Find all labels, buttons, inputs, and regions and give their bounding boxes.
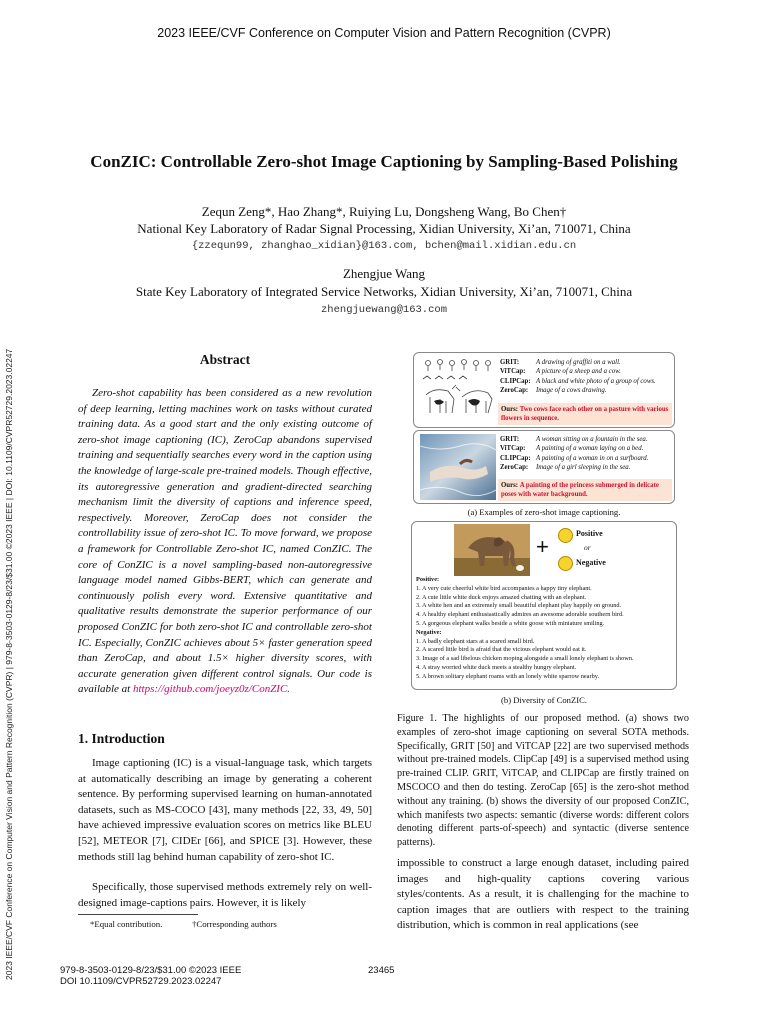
- introduction-heading: 1. Introduction: [78, 731, 165, 746]
- cows-drawing-image: [420, 357, 496, 423]
- list-item: 1. A badly elephant stars at a scared small bird.: [416, 637, 535, 645]
- affiliation-2: State Key Laboratory of Integrated Service Networks, Xidian University, Xi’an, 710071, China: [135, 284, 633, 299]
- email-2: zhengjuewang@163.com: [320, 304, 448, 316]
- affiliation-1: National Key Laboratory of Radar Signal Processing, Xidian University, Xi’an, 710071, China: [137, 221, 631, 236]
- diversity-list: [416, 576, 672, 682]
- example-2-captions: [500, 435, 672, 473]
- right-column-text: impossible to construct a large enough dataset, including paired images and high-quality captions covering various styles/contents. As a result, it is challenging for the machine to caption images that are outliers with respect to the training distribution, which is common in real applications (see: [397, 857, 689, 932]
- email-1: {zzequn99, zhanghao_xidian}@163.com, bchen@mail.xidian.edu.cn: [191, 240, 577, 252]
- positive-label: Positive: [576, 529, 603, 538]
- conference-header: 2023 IEEE/CVF Conference on Computer Vision and Pattern Recognition (CVPR): [157, 26, 611, 40]
- list-item: 2. A cute little white duck enjoys amazed chatting with an elephant.: [416, 593, 587, 601]
- list-item: 5. A gorgeous elephant walks beside a white goose with miniature smiling.: [416, 619, 605, 627]
- caption-row: ViTCap: A painting of a woman laying on a bed.: [500, 445, 644, 453]
- figure-caption: Figure 1. The highlights of our proposed method. (a) shows two examples of zero-shot image captioning on several SOTA methods. Specifically, GRIT [50] and ViTCAP [22] are two supervised methods without pre-trained models. ClipCap [49] is a supervised method using pre-trained CLIP. GRIT, ViTCAP, and CLIPCap are firstly trained on MSCOCO and then do testing. ZeroCap [65] is the zero-shot method without any training. (b) shows the diversity of our proposed ConZIC, which manifests two aspects: semantic (diverse words: different colors denoting different parts-of-speech) and syntactic (diverse sentence patterns).: [397, 713, 689, 849]
- caption-row: GRIT: A drawing of graffiti on a wall.: [500, 359, 621, 366]
- footnote-rule: [78, 914, 198, 915]
- list-item: 2. A scared little bird is afraid that the vicious elephant would eat it.: [416, 646, 587, 654]
- caption-row: GRIT: A woman sitting on a fountain in the sea.: [500, 436, 648, 443]
- positive-list-heading: Positive:: [416, 576, 440, 583]
- caption-row: ZeroCap: Image of a girl sleeping in the sea.: [500, 464, 631, 472]
- doi-sidebar: 2023 IEEE/CVF Conference on Computer Vision and Pattern Recognition (CVPR) | 979-8-3503-0129-8/23/$31.00 ©2023 IEEE | DOI: 10.1109/CVPR52729.2023.02247: [4, 348, 14, 980]
- doi-line: DOI 10.1109/CVPR52729.2023.02247: [60, 976, 222, 987]
- list-item: 5. A brown solitary elephant roams with an lonely white sparrow nearby.: [416, 672, 600, 680]
- subcaption-a: (a) Examples of zero-shot image captioning.: [467, 507, 621, 517]
- caption-row: CLIPCap: A black and white photo of a group of cows.: [500, 377, 656, 385]
- figure-diversity-box: [411, 521, 677, 690]
- intro-paragraph-1: Image captioning (IC) is a visual-language task, which targets at automatically describing an image by generating a coherent sentence. By performing supervised learning on human-annotated datasets, such as MS-COCO [43], many methods [22, 33, 49, 50] have achieved impressive evaluation scores on metrics like BLEU [52], METEOR [7], CIDEr [66], and SPICE [3]. However, these methods still lag behind human capability of zero-shot IC.: [78, 757, 372, 863]
- footnote-equal: *Equal contribution.: [90, 919, 163, 929]
- negative-label: Negative: [576, 558, 606, 567]
- elephant-bird-image: [454, 524, 530, 576]
- smile-emoji-icon: [558, 528, 573, 543]
- code-link[interactable]: https://github.com/joeyz0z/ConZIC.: [133, 683, 291, 696]
- caption-row: ViTCap: A picture of a sheep and a cow.: [500, 368, 621, 376]
- example-1-captions: [500, 358, 672, 396]
- negative-list-heading: Negative:: [416, 628, 442, 636]
- footnote-corresponding: †Corresponding authors: [192, 919, 277, 929]
- paper-title: ConZIC: Controllable Zero-shot Image Captioning by Sampling-Based Polishing: [90, 152, 678, 171]
- authors-line-1: Zequn Zeng*, Hao Zhang*, Ruiying Lu, Dongsheng Wang, Bo Chen†: [201, 204, 567, 219]
- caption-row: ZeroCap: Image of a cows drawing.: [500, 387, 607, 395]
- sad-emoji-icon: [558, 556, 573, 571]
- list-item: 1. A very cute cheerful white bird accompanies a happy tiny elephant.: [416, 584, 592, 592]
- list-item: 4. A stray worried white duck meets a stealthy hungry elephant.: [416, 663, 577, 671]
- plus-sign: +: [536, 534, 549, 559]
- example-1-ours: Ours: Two cows face each other on a pasture with various flowers in sequence.: [498, 403, 672, 425]
- princess-painting-image: [420, 434, 496, 500]
- intro-paragraph-2: Specifically, those supervised methods extremely rely on well-designed image-captions pairs. However, it is likely: [78, 881, 372, 909]
- authors-line-2: Zhengjue Wang: [342, 266, 426, 281]
- page-number: 23465: [368, 965, 395, 976]
- list-item: 3. A white hen and an extremely small beautiful elephant play happily on ground.: [416, 602, 622, 610]
- isbn-line: 979-8-3503-0129-8/23/$31.00 ©2023 IEEE: [60, 965, 242, 976]
- list-item: 4. A healthy elephant enthusiastically admires an awesome adorable southern bird.: [416, 611, 624, 619]
- figure-example-1: [413, 352, 675, 428]
- figure-example-2: [413, 430, 675, 504]
- or-label: or: [584, 543, 591, 552]
- list-item: 3. Image of a sad libelous chicken moping alongside a small lonely elephant is shown.: [416, 655, 634, 663]
- abstract-heading: Abstract: [199, 352, 251, 367]
- example-2-ours: Ours: A painting of the princess submerged in delicate poses with water background.: [498, 479, 672, 501]
- abstract-text: [78, 386, 372, 698]
- abstract-body: Zero-shot capability has been considered as a new revolution of deep learning, letting machines work on tasks without curated training data. As a good start and the only existing outcome of zero-shot image captioning (IC), ZeroCap abandons supervised training and sequentially searches every word in the caption using the knowledge of large-scale pre-trained models. Though effective, its autoregressive generation and gradient-directed searching mechanism limit the diversity of captions and inference speed, respectively. Moreover, ZeroCap does not consider the controllability issue of zero-shot IC. To move forward, we propose a framework for Controllable Zero-shot IC, named ConZIC. The core of ConZIC is a novel sampling-based non-autoregressive language model named Gibbs-BERT, which can generate and continuously polish every word. Extensive quantitative and qualitative results demonstrate the superior performance of our proposed ConZIC for both zero-shot IC and controllable zero-shot IC. Especially, ConZIC achieves about 5× faster generation speed than ZeroCap, and about 1.5× higher diversity scores, with accurate generation given different control signals. Our code is available at: [78, 387, 372, 696]
- subcaption-b: (b) Diversity of ConZIC.: [501, 695, 587, 705]
- caption-row: CLIPCap: A painting of a woman in on a surfboard.: [500, 454, 649, 462]
